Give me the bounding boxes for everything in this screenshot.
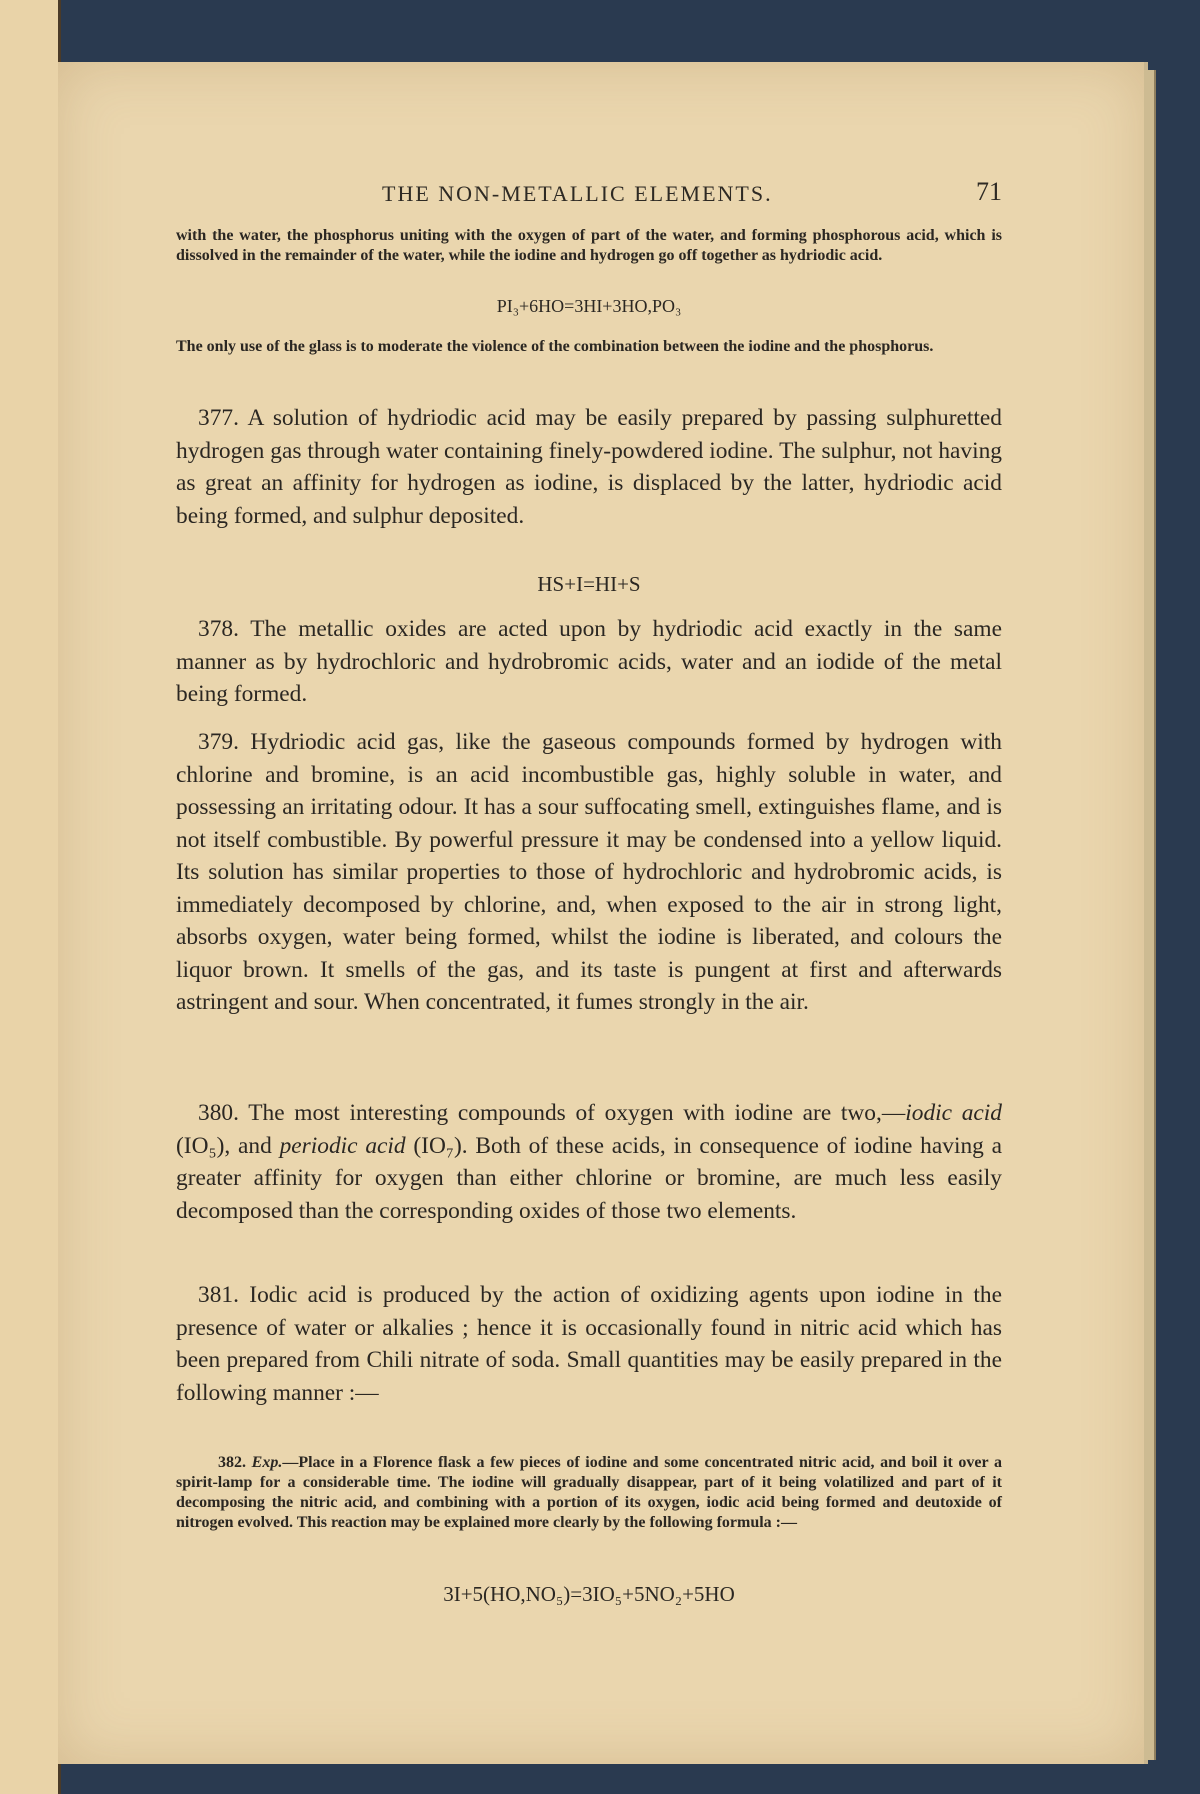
- intro-note: The only use of the glass is to moderate the violence of the combination between the iodine and the phosphorus.: [176, 338, 934, 355]
- book-cover-edge: [0, 0, 61, 1794]
- experiment-formula: 3I+5(HO,NO₅)=3IO₅+5NO₂+5HO: [443, 1582, 735, 1606]
- paragraph-number: 380.: [198, 1100, 239, 1126]
- intro-text: with the water, the phosphorus uniting with the oxygen of part of the water, and forming phosphorous acid, which is dissolved in the remainder of the water, while the iodine and hydrogen go off together as hydriodic acid.: [176, 227, 1002, 264]
- page-number: 71: [976, 177, 1002, 206]
- term-periodic-acid: periodic acid: [279, 1132, 406, 1159]
- paragraph-text: The metallic oxides are acted upon by hydriodic acid exactly in the same manner as by hydrochloric and hydrobromic acids, water and an iodide of the metal being formed.: [176, 616, 1002, 707]
- paragraph-number: 378.: [198, 616, 239, 642]
- formula-periodic: (IO₇): [413, 1132, 462, 1159]
- experiment-label: Exp.: [251, 1454, 283, 1471]
- paragraph-text-a: The most interesting compounds of oxygen with iodine are two,—: [248, 1100, 906, 1126]
- intro-formula: PI₃+6HO=3HI+3HO,PO₃: [496, 296, 682, 316]
- running-head-title: THE NON-METALLIC ELEMENTS.: [382, 181, 773, 206]
- paragraph-text: Iodic acid is produced by the action of oxidizing agents upon iodine in the presence of water or alkalies ; hence it is occasionally found in nitric acid which has been prepared from Chili nitrate of soda. Small quantities may be easily prepared in the following manner :—: [176, 1282, 1002, 1406]
- formula-iodic: (IO₅): [176, 1132, 225, 1159]
- paragraph-text: Hydriodic acid gas, like the gaseous compounds formed by hydrogen with chlorine and bromine, is an acid incombustible gas, highly soluble in water, and possessing an irritating odour. It has a sour suffocating smell, extinguishes flame, and is not itself combustible. By powerful pressure it may be condensed into a yellow liquid. Its solution has similar properties to those of hydrochloric and hydrobromic acids, is immediately decomposed by chlorine, and, when exposed to the air in strong light, absorbs oxygen, water being formed, whilst the iodine is liberated, and colours the liquor brown. It smells of the gas, and its taste is pungent at first and afterwards astringent and sour. When concentrated, it fumes strongly in the air.: [176, 729, 1002, 1015]
- paragraph-381: [176, 1279, 1002, 1409]
- paragraph-377: [176, 402, 1002, 532]
- experiment-382: [176, 1453, 1002, 1533]
- formula-377: HS+I=HI+S: [537, 572, 641, 596]
- paragraph-number: 377.: [198, 405, 239, 431]
- term-iodic-acid: iodic acid: [905, 1100, 1002, 1126]
- paragraph-380: [176, 1097, 1002, 1227]
- paragraph-number: 381.: [198, 1282, 239, 1308]
- experiment-number: 382.: [218, 1454, 246, 1471]
- paragraph-text: A solution of hydriodic acid may be easily prepared by passing sulphuretted hydrogen gas through water containing finely-powdered iodine. The sulphur, not having as great an affinity for hydrogen as iodine, is displaced by the latter, hydriodic acid being formed, and sulphur deposited.: [176, 405, 1002, 529]
- page-stack-edge: [1144, 70, 1156, 1760]
- paragraph-378: [176, 613, 1002, 711]
- experiment-text: —Place in a Florence flask a few pieces of iodine and some concentrated nitric acid, and boil it over a spirit-lamp for a considerable time. The iodine will gradually disappear, part of it being volatilized and part of it decomposing the nitric acid, and combining with a portion of its oxygen, iodic acid being formed and deutoxide of nitrogen evolved. This reaction may be explained more clearly by the following formula :—: [176, 1454, 1002, 1531]
- paragraph-text-b: , and: [224, 1132, 280, 1159]
- paragraph-text-c: . Both of these acids, in consequence of iodine having a greater affinity for oxygen than either chlorine or bromine, are much less easily decomposed than the corresponding oxides of those two elements.: [176, 1132, 1002, 1224]
- paragraph-379: [176, 726, 1002, 1019]
- paragraph-number: 379.: [198, 729, 239, 755]
